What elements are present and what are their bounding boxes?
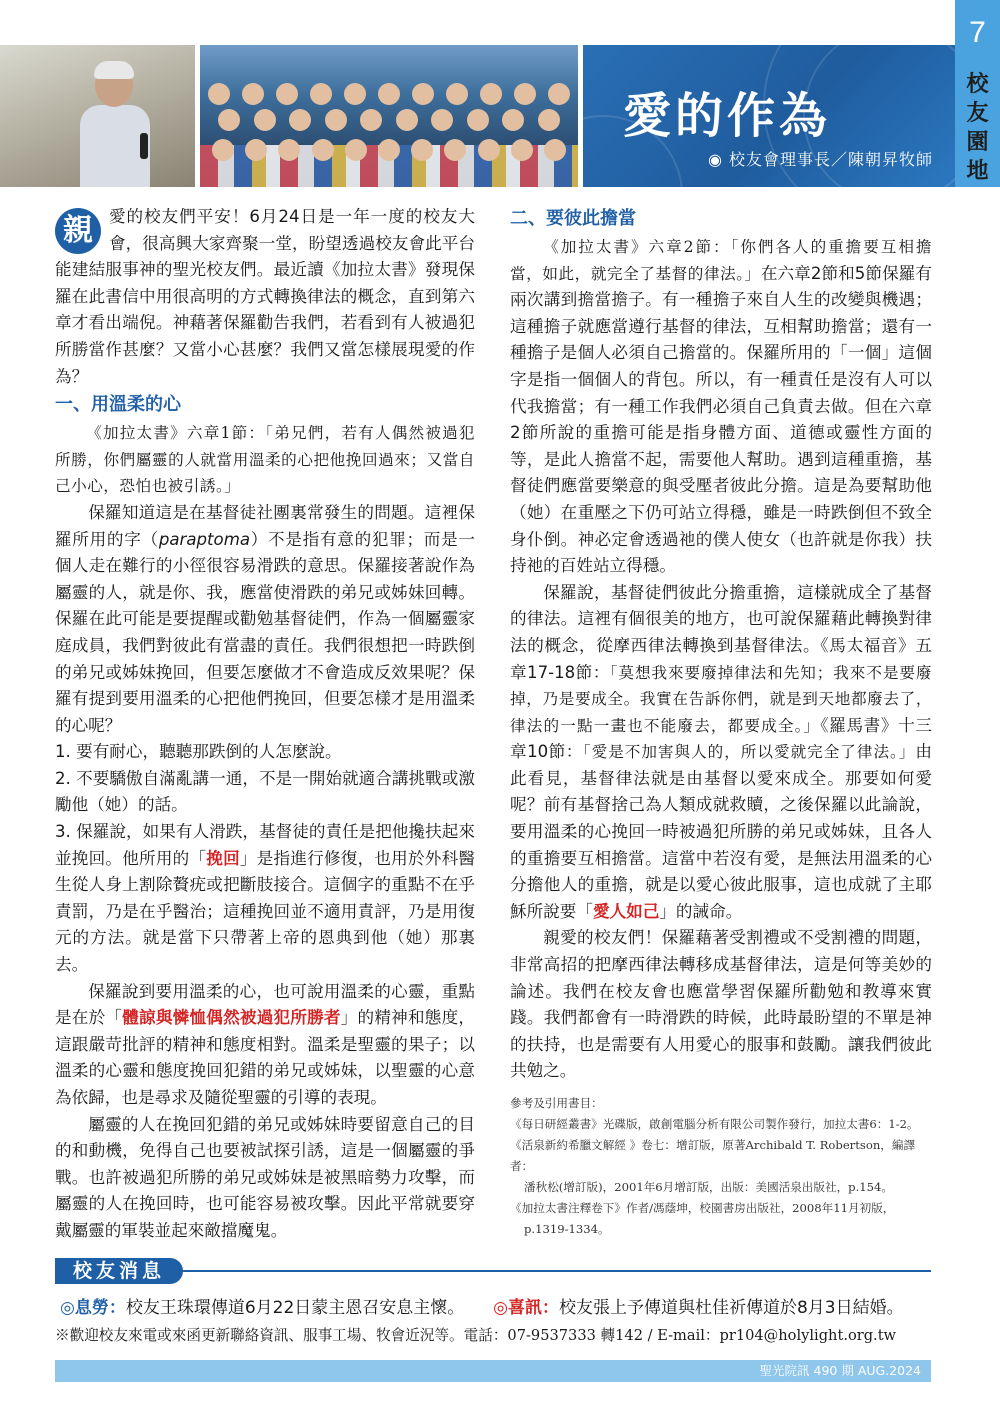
page-title: 愛的作為 [623, 88, 832, 144]
paragraph-4: 《加拉太書》六章2節：「你們各人的重擔要互相擔當，如此，就完全了基督的律法。」在六章2節和5節保羅有兩次講到擔當擔子。有一種擔子來自人生的改變與機遇；這種擔子就應當遵行基督的律法，互相幫助擔當；還有一種擔子是個人必須自己擔當的。保羅所用的「一個」這個字是指一個個人的背包。所以，有一種責任是沒有人可以代我擔當；有一種工作我們必須自己負責去做。但在六章2節所說的重擔可能是指身體方面、道德或靈性方面的等，是此人擔當不起，需要他人幫助。遇到這種重擔，基督徒們應當要樂意的與受壓者彼此分擔。這是為要幫助他（她）在重壓之下仍可站立得穩，雖是一時跌倒但不致全身仆倒。神必定會透過祂的僕人使女（也許就是你我）扶持祂的百姓站立得穩。 [510, 238, 932, 576]
reference-1: 《每日研經叢書》光碟版，啟創電腦分析有限公司製作發行，加拉太書6：1-2。 [510, 1117, 919, 1131]
divider [55, 1270, 931, 1272]
scripture-quote-romans: 「愛是不加害與人的，所以愛就完全了律法。」 [582, 743, 916, 762]
news-text-wedding: 校友張上予傳道與杜佳祈傳道於8月3日結婚。 [558, 1298, 904, 1318]
reference-3: 《加拉太書注釋卷下》作者/馮蔭坤，校園書房出版社，2008年11月初版， p.1319-1334。 [510, 1201, 895, 1236]
article-right-column [510, 204, 932, 1240]
byline-text: 校友會理事長／陳朝昇牧師 [728, 150, 933, 169]
group-row-back [208, 83, 570, 105]
highlight-restore: 挽回 [206, 848, 240, 868]
paragraph-2: 保羅說到要用溫柔的心，也可說用溫柔的心靈，重點是在於「體諒與憐恤偶然被過犯所勝者」的精神和態度，這跟嚴苛批評的精神和態度相對。溫柔是聖靈的果子；以溫柔的心靈和態度挽回犯錯的弟兄或姊妹，以聖靈的心意為依歸，也是尋求及隨從聖靈的引導的表現。 [55, 981, 476, 1107]
list-item-3: 3. 保羅說，如果有人滑跌，基督徒的責任是把他攙扶起來並挽回。他所用的「挽回」是指進行修復，也用於外科醫生從人身上割除贅疣或把斷肢接合。這個字的重點不在乎責罰，乃是在乎醫治；這種挽回並不適用責評，乃是用復元的方法。就是當下只帶著上帝的恩典到他（她）那裏去。 [55, 822, 476, 975]
speaker-hair [94, 61, 134, 79]
news-label-wedding: ◎喜訊： [493, 1298, 559, 1318]
paragraph-5: 保羅說，基督徒們彼此分擔重擔，這樣就成全了基督的律法。這裡有個很美的地方，也可說保羅藉此轉換對律法的概念，從摩西律法轉換到基督律法。《馬太福音》五章17-18節：「莫想我來要廢掉律法和先知；我來不是要廢掉，乃是要成全。我實在告訴你們，就是到天地都廢去了，律法的一點一畫也不能廢去，都要成全。」《羅馬書》十三章10節：「愛是不加害與人的，所以愛就完全了律法。」由此看見，基督律法就是由基督以愛來成全。那要如何愛呢？前有基督捨己為人類成就救贖，之後保羅以此論說，要用溫柔的心挽回一時被過犯所勝的弟兄或姊妹，且各人的重擔要互相擔當。這當中若沒有愛，是無法用溫柔的心分擔他人的重擔，就是以愛心彼此服事，這也成就了主耶穌所說要「愛人如己」的誡命。 [510, 582, 933, 921]
section-tab [955, 0, 1000, 187]
section-label: 校 友 園 地 [966, 72, 989, 184]
list-item-2: 2. 不要驕傲自滿亂講一通，不是一開始就適合講挑戰或激勵他（她）的話。 [55, 768, 475, 815]
news-text-rest: 校友王珠環傳道6月22日蒙主恩召安息主懷。 [125, 1298, 465, 1318]
list-item-1: 1. 要有耐心，聽聽那跌倒的人怎麼說。 [55, 742, 342, 762]
footer-bar [55, 1360, 931, 1382]
speaker-figure [80, 63, 150, 187]
highlight-compassion: 體諒與憐恤偶然被過犯所勝者 [122, 1008, 341, 1028]
reference-2: 《活泉新約希臘文解經 》卷七：增訂版，原著Archibald T. Robertson，編譯者： 潘秋松(增訂版)，2001年6月增訂版，出版：美國活泉出版社，p.154。 [510, 1138, 916, 1194]
group-row-middle [218, 109, 560, 131]
alumni-news-bar [55, 1258, 931, 1284]
issue-info: 聖光院訊 490 期 AUG.2024 [759, 1363, 921, 1378]
paragraph-1: 保羅知道這是在基督徒社團裏常發生的問題。這裡保羅所用的字（paraptoma）不是指有意的犯罪；而是一個人走在難行的小徑很容易滑跌的意思。保羅接著說作為屬靈的人，就是你、我，應當使滑跌的弟兄或姊妹回轉。保羅在此可能是要提醒或勸勉基督徒們，作為一個屬靈家庭成員，我們對彼此有當盡的責任。我們很想把一時跌倒的弟兄或姊妹挽回，但要怎麼做才不會造成反效果呢？保羅有提到要用溫柔的心把他們挽回，但要怎樣才是用溫柔的心呢？ [55, 502, 476, 735]
contact-info: ※歡迎校友來電或來函更新聯絡資訊、服事工場、牧會近況等。電話：07-9537333 轉142 / E-mail：pr104@holylight.org.tw [55, 1327, 897, 1344]
paragraph-3: 屬靈的人在挽回犯錯的弟兄或姊妹時要留意自己的目的和動機，免得自己也要被試探引誘，這是一個屬靈的爭戰。也許被過犯所勝的弟兄或姊妹是被黑暗勢力攻擊，而屬靈的人在挽回時，也可能容易被攻擊。因此平常就要穿戴屬靈的軍裝並起來敵擋魔鬼。 [55, 1114, 475, 1240]
page-number: 7 [969, 16, 986, 49]
intro-paragraph: 親 愛的校友們平安！6月24日是一年一度的校友大會，很高興大家齊聚一堂，盼望透過校友會此平台能建結服事神的聖光校友們。最近讀《加拉太書》發現保羅在此書信中用很高明的方式轉換律法的概念，直到第六章才看出端倪。神藉著保羅勸告我們，若看到有人被過犯所勝當作甚麼？又當小心甚麼？我們又當怎樣展現愛的作為？ [55, 207, 475, 386]
group-row-front [212, 139, 566, 161]
highlight-love-neighbor: 愛人如己 [592, 901, 660, 921]
alumni-news-tag: 校友消息 [55, 1258, 183, 1284]
scripture-quote-2: 《加拉太書》六章2節：「你們各人的重擔要互相擔當，如此，就完全了基督的律法。」 [510, 238, 932, 283]
section-heading-2: 二、要彼此擔當 [510, 208, 636, 229]
scripture-quote-1: 《加拉太書》六章1節：「弟兄們，若有人偶然被過犯所勝，你們屬靈的人就當用溫柔的心把他挽回過來；又當自己小心，恐怕也被引誘。」 [55, 424, 475, 496]
byline-dot-icon: ◉ [708, 150, 723, 169]
header [0, 45, 955, 187]
scripture-quote-matthew: 「莫想我來要廢掉律法和先知；我來不是要廢掉，乃是要成全。我實在告訴你們，就是到天地都廢去了，律法的一點一畫也不能廢去，都要成全。」 [510, 663, 933, 735]
section-heading-1: 一、用溫柔的心 [55, 394, 181, 416]
microphone [140, 133, 148, 159]
speaker-photo [0, 45, 195, 187]
drop-cap: 親 [55, 208, 101, 254]
paragraph-6: 親愛的校友們！保羅藉著受割禮或不受割禮的問題，非常高招的把摩西律法轉移成基督律法，這是何等美妙的論述。我們在校友會也應當學習保羅所勸勉和教導來實踐。我們都會有一時滑跌的時候，此時最盼望的不單是神的扶持，也是需要有人用愛心的服事和鼓勵。讓我們彼此共勉之。 [510, 928, 932, 1081]
article-left-column [55, 204, 475, 1245]
news-label-rest: ◎息勞： [60, 1298, 126, 1318]
references [510, 1093, 932, 1240]
alumni-news-items [60, 1295, 940, 1321]
title-panel [583, 45, 955, 187]
references-title: 參考及引用書目： [510, 1096, 603, 1110]
byline [708, 147, 933, 170]
group-photo [200, 45, 578, 187]
